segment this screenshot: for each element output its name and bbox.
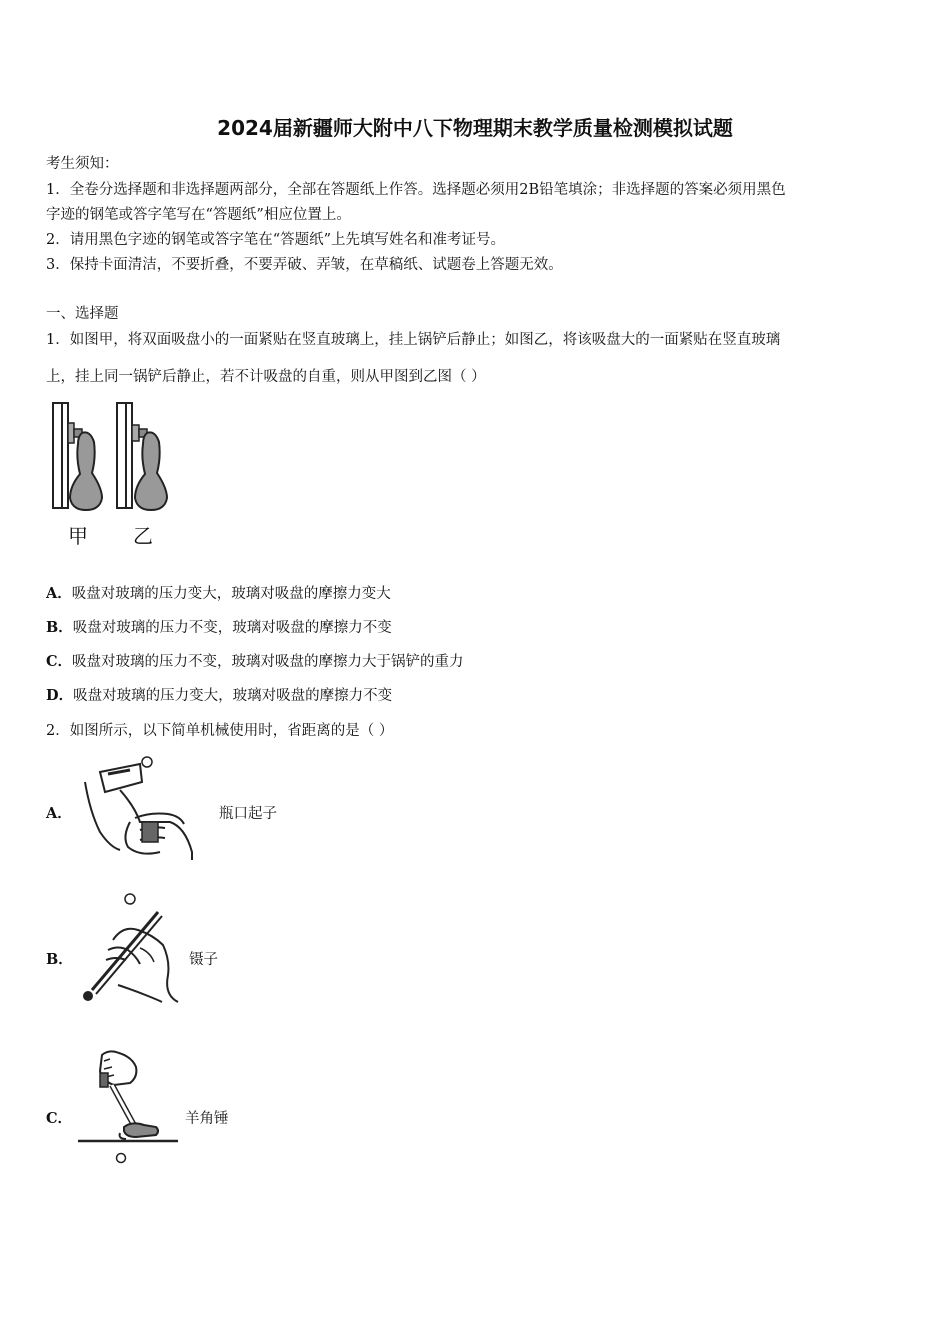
figure-label-jia: 甲 xyxy=(68,524,88,548)
option-text: 吸盘对玻璃的压力不变，玻璃对吸盘的摩擦力大于锅铲的重力 xyxy=(72,654,464,670)
page-title: 2024届新疆师大附中八下物理期末教学质量检测模拟试题 xyxy=(217,116,733,140)
notice-item-2: 2．请用黑色字迹的钢笔或答字笔在“答题纸”上先填写姓名和准考证号。 xyxy=(46,232,506,248)
q1-option-a xyxy=(46,582,391,603)
q2-option-b-caption: 镊子 xyxy=(189,952,218,968)
q1-stem-line1: 1．如图甲，将双面吸盘小的一面紧贴在竖直玻璃上，挂上锅铲后静止；如图乙，将该吸盘大的一面紧贴在竖直玻璃 xyxy=(46,332,781,348)
tweezers-figure xyxy=(78,890,188,1010)
notice-item-1: 1．全卷分选择题和非选择题两部分，全部在答题纸上作答。选择题必须用2B铅笔填涂；非选择题的答案必须用黑色 xyxy=(46,182,786,198)
q2-option-a-letter: A． xyxy=(46,805,72,822)
q1-option-d xyxy=(46,684,392,705)
q2-option-a-caption: 瓶口起子 xyxy=(219,806,277,822)
q1-option-b xyxy=(46,616,392,637)
suction-cup-large-side-figure xyxy=(117,403,167,510)
option-letter: A． xyxy=(46,585,72,602)
suction-cup-small-side-figure xyxy=(53,403,102,510)
q1-stem-line2: 上，挂上同一锅铲后静止，若不计吸盘的自重，则从甲图到乙图（ ） xyxy=(46,369,486,385)
option-letter: C． xyxy=(46,653,73,670)
bottle-opener-figure xyxy=(80,752,210,867)
option-text: 吸盘对玻璃的压力不变，玻璃对吸盘的摩擦力不变 xyxy=(72,620,392,636)
option-text: 吸盘对玻璃的压力变大，玻璃对吸盘的摩擦力不变 xyxy=(73,688,393,704)
option-letter: B． xyxy=(46,619,73,636)
figure-label-yi: 乙 xyxy=(133,524,153,548)
option-text: 吸盘对玻璃的压力变大，玻璃对吸盘的摩擦力变大 xyxy=(71,586,391,602)
q1-option-c xyxy=(46,650,464,671)
q2-option-c-letter: C． xyxy=(46,1110,73,1127)
option-letter: D． xyxy=(46,687,74,704)
notice-item-3: 3．保持卡面清洁，不要折叠，不要弄破、弄皱，在草稿纸、试题卷上答题无效。 xyxy=(46,257,563,273)
claw-hammer-figure xyxy=(74,1045,184,1165)
section-heading: 一、选择题 xyxy=(46,306,119,322)
notice-heading: 考生须知： xyxy=(46,156,119,172)
q2-stem: 2．如图所示，以下简单机械使用时，省距离的是（ ） xyxy=(46,723,394,739)
notice-item-1-cont: 字迹的钢笔或答字笔写在“答题纸”相应位置上。 xyxy=(46,207,351,223)
q2-option-c-caption: 羊角锤 xyxy=(185,1111,229,1127)
q2-option-b-letter: B． xyxy=(46,951,73,968)
